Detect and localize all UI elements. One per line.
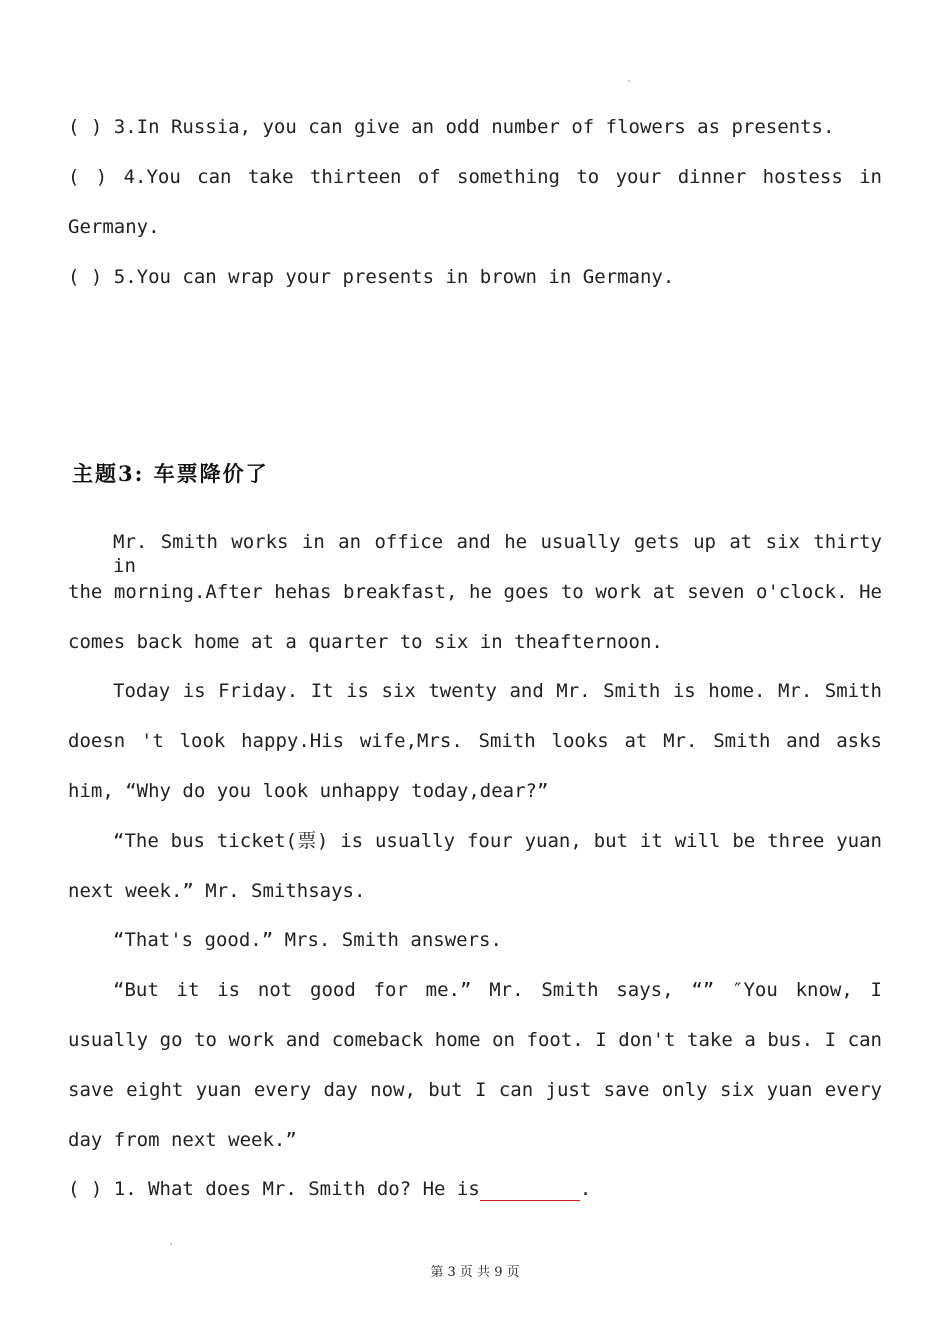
passage-line: “That's good.” Mrs. Smith answers. bbox=[113, 929, 502, 951]
question-4-line-2: Germany. bbox=[68, 216, 160, 238]
scan-dot bbox=[170, 1243, 172, 1245]
scan-dot bbox=[628, 80, 630, 82]
question-1-end: . bbox=[579, 1178, 592, 1200]
passage-line: the morning.After hehas breakfast, he goes to work at seven o'clock. He bbox=[68, 581, 882, 603]
page-footer: 第 3 页 共 9 页 bbox=[430, 1265, 520, 1280]
passage-line: next week.” Mr. Smithsays. bbox=[68, 880, 366, 902]
question-4-line-1: ( ) 4.You can take thirteen of something to your dinner hostess in bbox=[68, 166, 882, 188]
passage-line: save eight yuan every day now, but I can just save only six yuan every bbox=[68, 1079, 882, 1101]
passage-line: him, “Why do you look unhappy today,dear?” bbox=[68, 780, 549, 802]
passage-line: Today is Friday. It is six twenty and Mr. Smith is home. Mr. Smith bbox=[113, 680, 882, 702]
question-5: ( ) 5.You can wrap your presents in brown in Germany. bbox=[68, 266, 675, 288]
question-1-text: ( ) 1. What does Mr. Smith do? He is bbox=[68, 1178, 480, 1200]
passage-line: comes back home at a quarter to six in theafternoon. bbox=[68, 631, 663, 653]
passage-line: “The bus ticket(票) is usually four yuan, but it will be three yuan bbox=[113, 830, 882, 852]
passage-line: Mr. Smith works in an office and he usually gets up at six thirty in bbox=[113, 531, 882, 577]
answer-blank[interactable] bbox=[480, 1180, 580, 1201]
question-1 bbox=[68, 1177, 882, 1201]
passage-line: doesn 't look happy.His wife,Mrs. Smith looks at Mr. Smith and asks bbox=[68, 730, 882, 752]
passage-line: “But it is not good for me.” Mr. Smith says, “” ″You know, I bbox=[113, 979, 882, 1001]
passage-line: usually go to work and comeback home on foot. I don't take a bus. I can bbox=[68, 1029, 882, 1051]
question-3: ( ) 3.In Russia, you can give an odd number of flowers as presents. bbox=[68, 116, 835, 138]
section-title: 主题3: 车票降价了 bbox=[72, 461, 269, 486]
passage-line: day from next week.” bbox=[68, 1129, 297, 1151]
